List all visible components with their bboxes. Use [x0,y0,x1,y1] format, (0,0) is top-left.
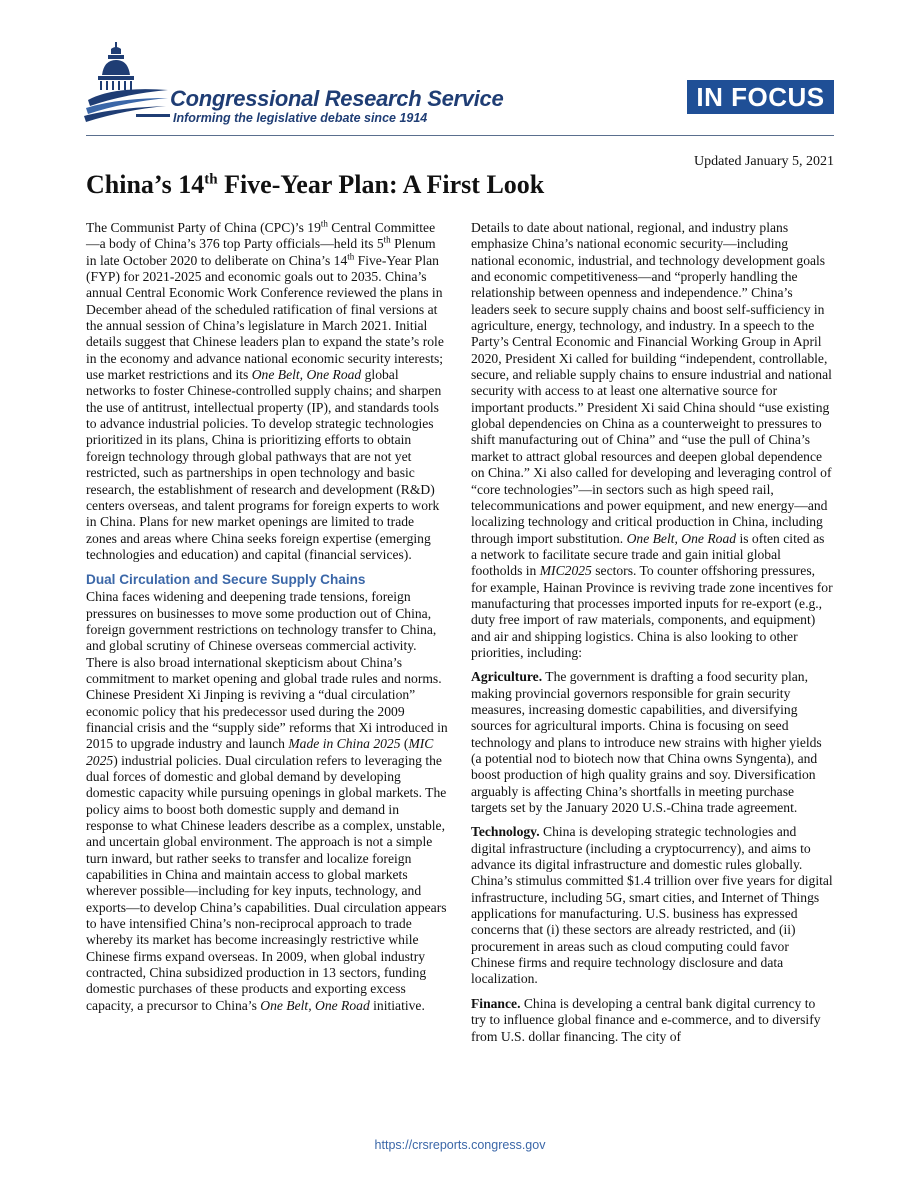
agriculture-paragraph: Agriculture. The government is drafting a food security plan, making provincial governors responsible for grain security measures, increasing domestic capabilities, and diversifying sources for agricultural imports. China is focusing on seed technology and plans to introduce new strains with higher yields (a potential nod to biotech now that China owns Syngenta), and boost production of high quality grains and soy. Diversification arguably is affecting China’s shortfalls in meeting purchase targets set by the January 2020 U.S.-China trade agreement. [471,669,822,816]
page-title: China’s 14th Five-Year Plan: A First Look [86,170,545,199]
in-focus-badge: IN FOCUS [687,80,834,114]
page-header [0,0,920,140]
left-column [86,220,448,1022]
capitol-dome-icon [84,40,170,130]
details-paragraph: Details to date about national, regional, and industry plans emphasize China’s national economic security—including national economic, industrial, and technology development goals and economic competitiveness—and “properly handling the relationship between openness and independence.” China’s leaders seek to secure supply chains and boost self-sufficiency in agriculture, energy, technology, and industry. In a speech to the Party’s Central Economic and Financial Working Group in April 2020, President Xi called for building “independent, controllable, secure, and reliable supply chains to ensure industrial and national security with access to at least one alternative source for important products.” President Xi said China should “use existing global dependencies on China as a counterweight to pressures to shift manufacturing out of China” and “use the pull of China’s market to attract global resources and deepen global dependence on China.” Xi also called for developing and leveraging control of “core technologies”—in sectors such as high speed rail, telecommunications and power equipment, and new energy—and localizing technology and critical production in China, including through import substitution. One Belt, One Road is often cited as a network to facilitate secure trade and gain initial global footholds in MIC2025 sectors. To counter offshoring pressures, for example, Hainan Province is reviving trade zone incentives for manufacturing that processes imported inputs for re-export (e.g., duty free import of raw materials, components, and equipment) and air and shipping logistics. China is also looking to other priorities, including: [471,220,833,660]
technology-paragraph: Technology. China is developing strategic technologies and digital infrastructure (including a cryptocurrency), and aims to advance its digital infrastructure and domestic rules globally. China’s stimulus committed $1.4 trillion over five years for digital infrastructure, including 5G, smart cities, and Internet of Things applications for manufacturing. U.S. business has expressed concerns that (i) these sectors are already restricted, and (ii) procurement in areas such as cloud computing could favor Chinese firms and require technology disclosure and data localization. [471,824,833,987]
updated-date: Updated January 5, 2021 [694,154,834,169]
org-tagline: Informing the legislative debate since 1914 [173,111,428,125]
footer-link[interactable]: https://crsreports.congress.gov [374,1138,546,1152]
section-heading: Dual Circulation and Secure Supply Chains [86,572,366,588]
dual-circulation-paragraph: China faces widening and deepening trade tensions, foreign pressures on businesses to move some production out of China, foreign government restrictions on technology transfer to China, and global scrutiny of Chinese overseas commercial activity. There is also broad international skepticism about China’s commitment to market opening and global trade rules and norms. Chinese President Xi Jinping is reviving a “dual circulation” economic policy that his predecessor used during the 2009 financial crisis and the “supply side” reforms that Xi introduced in 2015 to upgrade industry and launch Made in China 2025 (MIC 2025) industrial policies. Dual circulation refers to leveraging the dual forces of domestic and global demand by developing domestic capacity while pursuing openings in global markets. The policy aims to boost both domestic supply and demand in response to what Chinese leaders describe as a complex, unstable, and uncertain global environment. The approach is not a simple turn inward, but rather seeks to transfer and localize foreign capabilities in China and maintain access to global markets wherever possible—including for key inputs, technology, and exports—to develop China’s capabilities. Dual circulation appears to have intensified China’s non-reciprocal approach to trade whereby its market has become increasingly restrictive while Chinese firms expand overseas. In 2009, when global industry contracted, China subsidized production in 13 sectors, funding domestic purchases of these products and exporting excess capacity, a precursor to China’s One Belt, One Road initiative. [86,589,448,1013]
intro-paragraph: The Communist Party of China (CPC)’s 19th Central Committee—a body of China’s 376 top Party officials—held its 5th Plenum in late October 2020 to deliberate on China’s 14th Five-Year Plan (FYP) for 2021-2025 and economic goals out to 2035. China’s annual Central Economic Work Conference reviewed the plans in December ahead of the scheduled ratification of final versions at the annual session of China’s legislature in March 2021. Initial details suggest that Chinese leaders plan to expand the state’s role in the economy and advance national economic security interests; use market restrictions and its One Belt, One Road global networks to foster Chinese-controlled supply chains; and sharpen the use of antitrust, intellectual property (IP), and standards tools to advance industrial policies. To develop strategic technologies prioritized in its plans, China is prioritizing efforts to obtain foreign technology through global pathways that are not yet restricted, such as partnerships in open technology and basic research, the establishment of research and development (R&D) centers overseas, and talent programs for foreign experts to work in China. Plans for new market openings are limited to trade zones and areas where China seeks foreign expertise (emerging technologies and education) and capital (financial services). [86,218,444,562]
right-column [471,220,833,1053]
finance-paragraph: Finance. China is developing a central bank digital currency to try to influence global finance and e-commerce, and to diversify from U.S. dollar financing. The city of [471,995,821,1044]
header-divider [86,135,834,136]
org-name: Congressional Research Service [170,86,504,111]
